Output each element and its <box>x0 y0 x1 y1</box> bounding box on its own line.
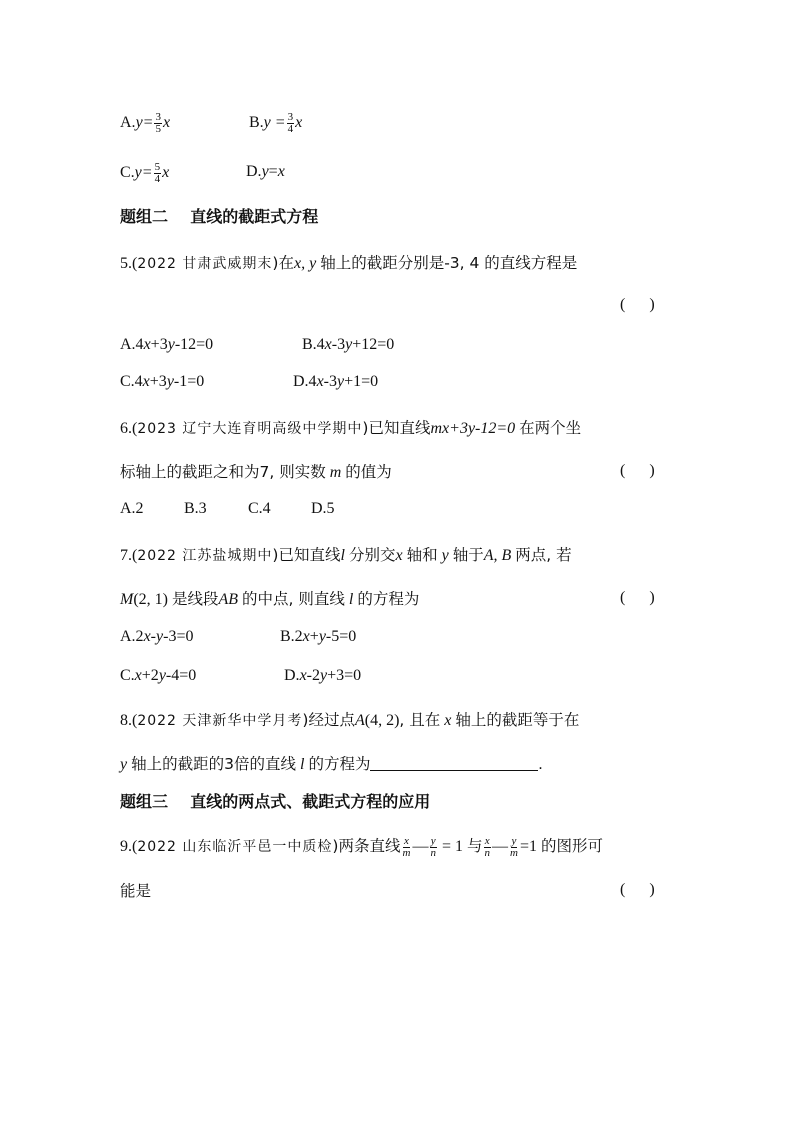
question-9: 9.(2022 山东临沂平邑一中质检)两条直线 $\frac{x}{m}$ — $\frac{y}{n}$ = 1 与 $\frac{x}{n}$ — $\frac{y}{m}$ =1 的图形可 <box>120 835 603 859</box>
q5-option-a: A.4x+3y-12=0 <box>120 336 214 353</box>
q5-option-c: C.4x+3y-1=0 <box>120 373 205 390</box>
fraction: $\frac{5}{4}$ <box>154 161 161 185</box>
fraction: $\frac{3}{5}$ <box>155 111 161 135</box>
question-source: 2022 江苏盐城期中 <box>137 548 273 564</box>
question-7: 7.(2022 江苏盐城期中)已知直线l 分别交x 轴和 y 轴于A, B 两点, 若 <box>120 546 572 564</box>
answer-paren[interactable]: ( ) <box>620 881 655 898</box>
fraction: $\frac{y}{n}$ <box>430 835 436 859</box>
question-5: 5.(2022 甘肃武威期末)在x, y 轴上的截距分别是-3, 4 的直线方程是 <box>120 254 578 272</box>
fraction: $\frac{y}{m}$ <box>509 835 518 859</box>
q6-option-c: C.4 <box>248 500 271 517</box>
question-8-line2: y 轴上的截距的3倍的直线 l 的方程为 . <box>120 755 543 773</box>
q6-option-b: B.3 <box>184 500 207 517</box>
q4-option-a: A.y= $\frac{3}{5}$ x <box>120 111 171 135</box>
fraction: $\frac{3}{4}$ <box>287 111 294 135</box>
q6-option-d: D.5 <box>311 500 335 517</box>
q4-option-d: D.y=x <box>246 163 285 180</box>
question-source: 2022 山东临沂平邑一中质检 <box>137 839 333 856</box>
question-6: 6.(2023 辽宁大连育明高级中学期中)已知直线mx+3y-12=0 在两个坐 <box>120 419 582 437</box>
fraction: $\frac{x}{n}$ <box>484 835 490 859</box>
q7-option-d: D.x-2y+3=0 <box>284 667 362 684</box>
q4-option-c: C.y= $\frac{5}{4}$ x <box>120 161 170 185</box>
answer-blank[interactable] <box>370 756 538 771</box>
q7-option-c: C.x+2y-4=0 <box>120 667 197 684</box>
question-7-line2: M(2, 1) 是线段AB 的中点, 则直线 l 的方程为 <box>120 590 420 608</box>
fraction: $\frac{x}{m}$ <box>402 835 411 859</box>
answer-paren[interactable]: ( ) <box>620 296 655 313</box>
q7-option-a: A.2x-y-3=0 <box>120 628 194 645</box>
q7-option-b: B.2x+y-5=0 <box>280 628 357 645</box>
q5-option-b: B.4x-3y+12=0 <box>302 336 395 353</box>
question-source: 2022 天津新华中学月考 <box>137 713 303 729</box>
question-source: 2023 辽宁大连育明高级中学期中 <box>137 421 363 437</box>
question-source: 2022 甘肃武威期末 <box>137 256 273 272</box>
q6-option-a: A.2 <box>120 500 144 517</box>
question-8: 8.(2022 天津新华中学月考)经过点A(4, 2), 且在 x 轴上的截距等于在 <box>120 711 580 729</box>
section-heading-group2: 题组二 直线的截距式方程 <box>120 207 319 226</box>
question-9-line2: 能是 <box>120 882 152 900</box>
answer-paren[interactable]: ( ) <box>620 462 655 479</box>
q4-option-b: B.y = $\frac{3}{4}$ x <box>249 111 303 135</box>
answer-paren[interactable]: ( ) <box>620 589 655 606</box>
q5-option-d: D.4x-3y+1=0 <box>293 373 379 390</box>
question-6-line2: 标轴上的截距之和为7, 则实数 m 的值为 <box>120 463 392 481</box>
section-heading-group3: 题组三 直线的两点式、截距式方程的应用 <box>120 792 431 811</box>
